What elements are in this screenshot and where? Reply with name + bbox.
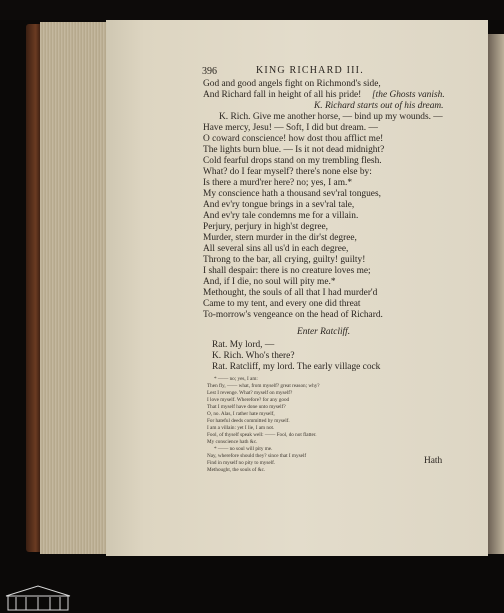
footnote-line: I love myself. Wherefore? for any good bbox=[207, 397, 290, 403]
footnote-line: I am a villain: yet I lie, I am not. bbox=[207, 425, 275, 431]
verse-line: Came to my tent, and every one did threat bbox=[203, 299, 361, 309]
running-title: KING RICHARD III. bbox=[256, 65, 364, 76]
footnote-line: O, no. Alas, I rather hate myself, bbox=[207, 411, 275, 417]
verse-line: Is there a murd'rer here? no; yes, I am.* bbox=[203, 178, 353, 188]
background-top bbox=[0, 0, 504, 20]
footnote-line: Lest I revenge. What? myself on myself? bbox=[207, 390, 293, 396]
footnote-line: Find in myself no pity to myself. bbox=[207, 460, 276, 466]
verse-line: And, if I die, no soul will pity me.* bbox=[203, 277, 336, 287]
verse-line: Perjury, perjury in high'st degree, bbox=[203, 222, 329, 232]
verse-line: And ev'ry tongue brings in a sev'ral tale, bbox=[203, 200, 355, 210]
verse-line: My conscience hath a thousand sev'ral tongues, bbox=[203, 189, 381, 199]
verse-line: Throng to the bar, all crying, guilty! guilty! bbox=[203, 255, 366, 265]
verse-line: K. Rich. Give me another horse, — bind up my wounds. — bbox=[219, 112, 443, 122]
footnote-line: That I myself have done unto myself? bbox=[207, 404, 286, 410]
library-building-icon bbox=[4, 584, 72, 612]
stage-direction: K. Richard starts out of his dream. bbox=[314, 101, 444, 111]
footnote-line: * —— no soul will pity me. bbox=[214, 446, 273, 452]
verse-line: Have mercy, Jesu! — Soft, I did but dream. — bbox=[203, 123, 378, 133]
footnote-line: Then fly, —— what, from myself? great reason; why? bbox=[207, 383, 320, 389]
footnote-line: For hateful deeds committed by myself. bbox=[207, 418, 290, 424]
page-number: 396 bbox=[202, 66, 217, 77]
footnote-line: Fool, of thyself speak well: —— Fool, do not flatter. bbox=[207, 432, 317, 438]
dialogue-line: Rat. My lord, — bbox=[212, 340, 275, 350]
page-edges bbox=[40, 22, 108, 554]
footnote-line: * —— no; yes, I am: bbox=[214, 376, 258, 382]
verse-line: The lights burn blue. — Is it not dead midnight? bbox=[203, 145, 385, 155]
book-page bbox=[106, 20, 488, 556]
verse-line: And Richard fall in height of all his pride! bbox=[203, 90, 362, 100]
verse-line: And ev'ry tale condemns me for a villain. bbox=[203, 211, 359, 221]
verse-line: I shall despair: there is no creature loves me; bbox=[203, 266, 371, 276]
dialogue-line: K. Rich. Who's there? bbox=[212, 351, 295, 361]
background-bottom bbox=[0, 556, 504, 613]
dialogue-line: Rat. Ratcliff, my lord. The early village cock bbox=[212, 362, 381, 372]
verse-line: What? do I fear myself? there's none else by: bbox=[203, 167, 372, 177]
verse-line: All several sins all us'd in each degree, bbox=[203, 244, 349, 254]
footnote-line: Methought, the souls of &c. bbox=[207, 467, 266, 473]
verse-line: To-morrow's vengeance on the head of Richard. bbox=[203, 310, 383, 320]
catchword: Hath bbox=[424, 456, 443, 466]
stage-direction-enter: Enter Ratcliff. bbox=[297, 327, 351, 337]
verse-line: Cold fearful drops stand on my trembling flesh. bbox=[203, 156, 382, 166]
footnote-line: Nay, wherefore should they? since that I myself bbox=[207, 453, 307, 459]
stage-direction: [the Ghosts vanish. bbox=[372, 90, 445, 100]
verse-line: O coward conscience! how dost thou afflict me! bbox=[203, 134, 384, 144]
footnote-line: My conscience hath &c. bbox=[207, 439, 258, 445]
verse-line: Murder, stern murder in the dir'st degree, bbox=[203, 233, 357, 243]
verse-line: Methought, the souls of all that I had murder'd bbox=[203, 288, 378, 298]
verse-line: God and good angels fight on Richmond's side, bbox=[203, 79, 381, 89]
facing-page-edge bbox=[488, 34, 504, 554]
